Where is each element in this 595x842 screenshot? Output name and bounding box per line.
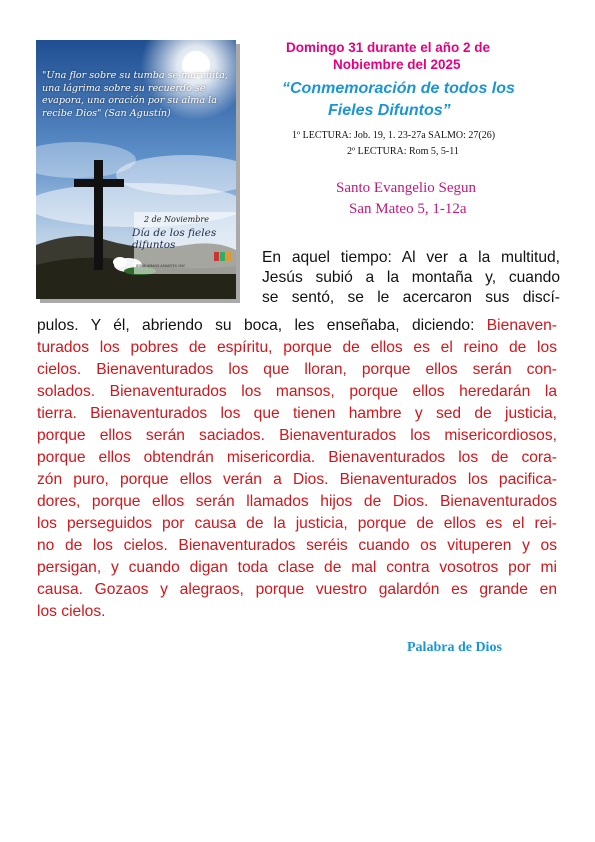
gospel-text-line: turados los pobres de espíritu, porque de ellos es el reino de los (37, 339, 557, 356)
gospel-text-line: porque ellos obtendrán misericordia. Bienaventurados los de cora- (37, 449, 557, 466)
second-reading: 2º LECTURA: Rom 5, 5-11 (347, 146, 459, 157)
gospel-heading-line-2: San Mateo 5, 1-12a (349, 201, 467, 217)
gospel-text-line: se sentó, se le acercaron sus discí- (262, 289, 560, 306)
gospel-text-line: persigan, y cuando digan toda clase de mal contra vosotros por mi (37, 559, 557, 576)
gospel-text-line: los perseguidos por causa de la justicia, porque de ellos es el rei- (37, 515, 557, 532)
gospel-text-line: Jesús subió a la montaña y, cuando (262, 269, 560, 286)
subtitle-line-2: Fieles Difuntos” (328, 102, 451, 119)
jesus-words: Bienaven- (486, 317, 557, 334)
title-line-1: Domingo 31 durante el año 2 de (286, 40, 491, 55)
gospel-text-line: En aquel tiempo: Al ver a la multitud, (262, 249, 560, 266)
gospel-text-line: cielos. Bienaventurados los que lloran, porque ellos serán con- (37, 361, 557, 378)
gospel-text-line: solados. Bienaventurados los mansos, porque ellos heredarán la (37, 383, 557, 400)
day-of-dead-image (36, 40, 240, 303)
gospel-heading-line-1: Santo Evangelio Segun (336, 180, 476, 196)
first-reading-and-psalm: 1º LECTURA: Job. 19, 1. 23-27a SALMO: 27(26) (292, 130, 496, 141)
gospel-text-line: porque ellos serán saciados. Bienaventurados los misericordiosos, (37, 427, 557, 444)
image-day-name: Día de los fieles difuntos (132, 227, 217, 251)
image-quote: "Una flor sobre su tumba se marchita, una lágrima sobre su recuerdo se evapora, una oración por su alma la recibe Dios" (San Agustín) (42, 70, 228, 119)
closing-acclamation: Palabra de Dios (407, 640, 502, 655)
gospel-text-line: los cielos. (37, 603, 106, 620)
gospel-text-line: no de los cielos. Bienaventurados seréis cuando os vituperen y os (37, 537, 557, 554)
gospel-text-line: causa. Gozaos y alegraos, porque vuestro galardón es grande en (37, 581, 557, 598)
subtitle-line-1: “Conmemoración de todos los (282, 80, 515, 97)
title-line-2: Nobiembre del 2025 (333, 57, 461, 72)
gospel-text-line: zón puro, porque ellos verán a Dios. Bienaventurados los pacifica- (37, 471, 557, 488)
gospel-text-line (37, 316, 557, 336)
image-date: 2 de Noviembre (144, 215, 209, 224)
image-footer: JESÚS AMAOS AMANTES UNC (136, 264, 186, 268)
image-frame (36, 40, 236, 299)
gospel-text-line: tierra. Bienaventurados los que tienen hambre y sed de justicia, (37, 405, 557, 422)
narrative-text: pulos. Y él, abriendo su boca, les enseñaba, diciendo: (37, 317, 487, 334)
gospel-text-line: dores, porque ellos serán llamados hijos de Dios. Bienaventurados (37, 493, 557, 510)
